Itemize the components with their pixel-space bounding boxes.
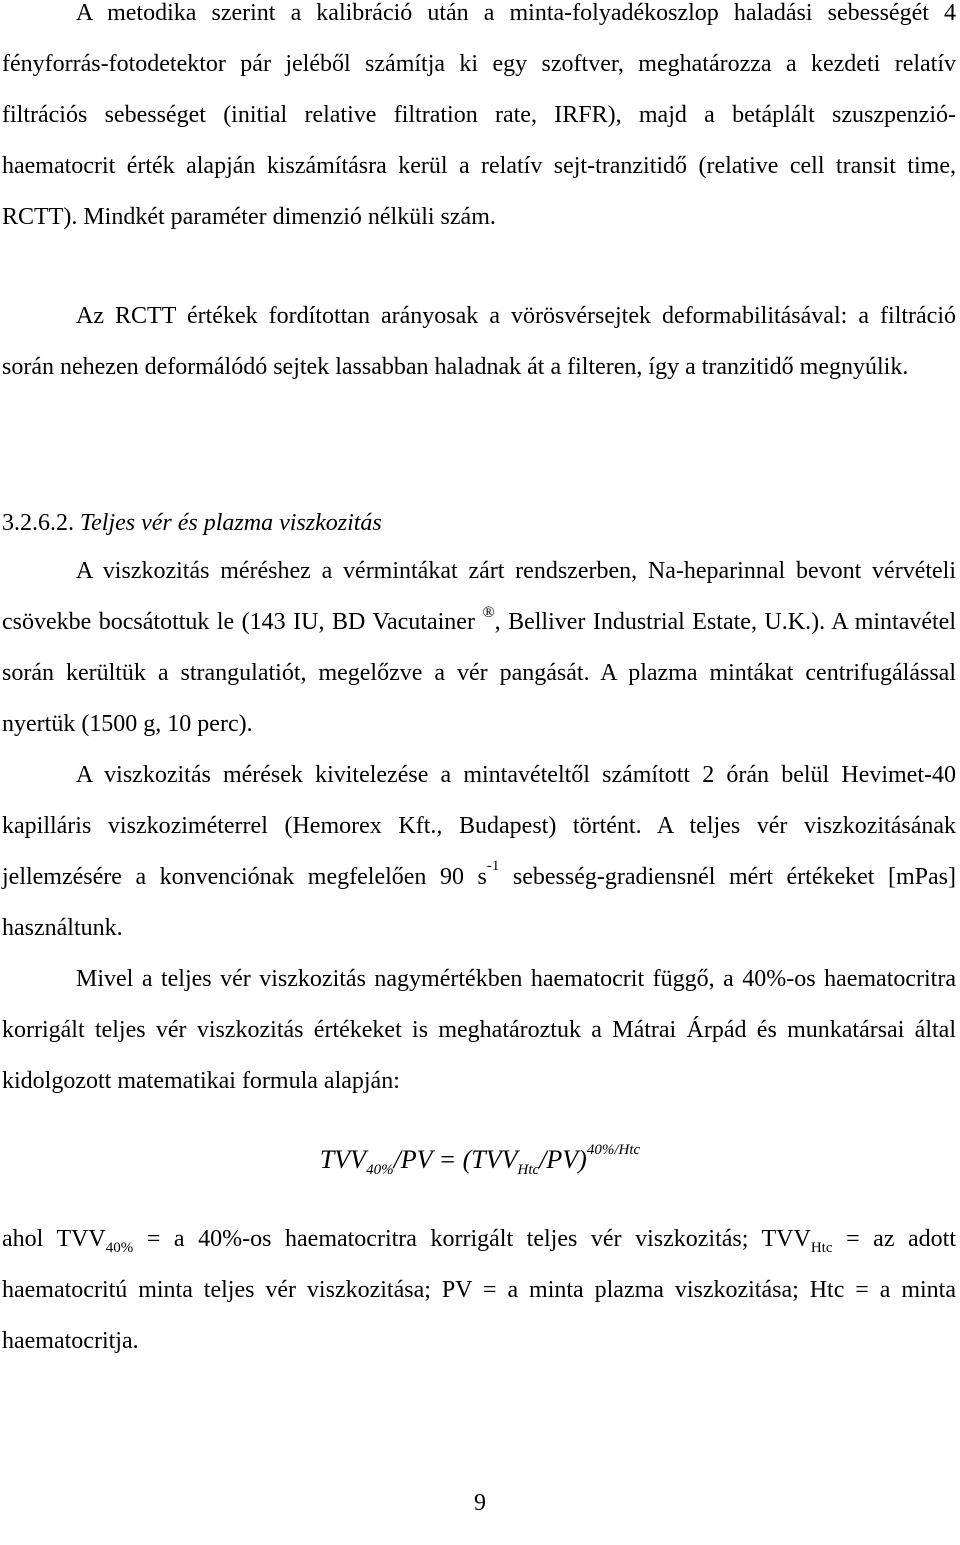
registered-mark: ® [482,604,495,621]
p4-part1: A viszkozitás mérések kivitelezése a mintavételtől számított 2 órán belül Hevimet-40 kapilláris viszkoziméterrel (Hemorex Kft., Budapest) történt. A teljes vér viszkozitásának jellemzésére a konvenciónak megfelelően 90 s [2,762,956,890]
page-number: 9 [474,1490,486,1516]
p3-part2: , Belliver Industrial Estate, U.K.). A mintavétel során kerültük a strangulatiót, megelőzve a vér pangását. A plazma mintákat centrifugálással nyertük (1500 g, 10 perc). [2,609,957,737]
section-title: Teljes vér és plazma viszkozitás [80,510,382,536]
p3-part1: A viszkozitás méréshez a vérmintákat zárt rendszerben, Na-heparinnal bevont vérvételi csövekbe bocsátottuk le (143 IU, BD Vacutainer [2,558,956,635]
formula-c-sup: 40%/Htc [586,1142,641,1158]
p6-t2: = a 40%-os haematocritra korrigált teljes vér viszkozitás; TVV [133,1226,811,1252]
paragraph-viscosity-measurement [2,750,956,954]
formula-b-sub: Htc [517,1162,540,1178]
p4-superscript: -1 [486,858,500,874]
formula [0,1134,960,1185]
paragraph-methodology: A metodika szerint a kalibráció után a minta-folyadékoszlop haladási sebességét 4 fényforrás-fotodetektor pár jeléből számítja ki egy szoftver, meghatározza a kezdeti relatív filtrációs sebességet (initial relative filtration rate, IRFR), majd a betáplált szuszpenzió-haematocrit érték alapján kiszámításra kerül a relatív sejt-tranzitidő (relative cell transit time, RCTT). Mindkét paraméter dimenzió nélküli szám. [2,0,956,230]
paragraph-rctt: Az RCTT értékek fordítottan arányosak a vörösvérsejtek deformabilitásával: a filtráció során nehezen deformálódó sejtek lassabban haladnak át a filteren, így a tranzitidő megnyúlik. [2,303,956,380]
formula-c: /PV) [539,1145,587,1174]
paragraph-viscosity-sampling [2,546,956,750]
formula-b: /PV = (TVV [393,1145,518,1174]
section-number: 3.2.6.2. [2,510,74,536]
p6-t1: ahol TVV [2,1226,106,1252]
formula-a-sub: 40% [366,1162,394,1178]
paragraph-correction: Mivel a teljes vér viszkozitás nagymértékben haematocrit függő, a 40%-os haematocritra korrigált teljes vér viszkozitás értékeket is meghatároztuk a Mátrai Árpád és munkatársai által kidolgozott matematikai formula alapján: [2,966,956,1094]
p6-s1: 40% [105,1240,134,1256]
p6-s2: Htc [810,1240,833,1256]
formula-a: TVV [319,1145,367,1174]
p4-part2: sebesség-gradiensnél mért értékeket [mPas] használtunk. [2,864,957,941]
paragraph-definitions [2,1214,956,1367]
p6-t3: = az adott haematocritú minta teljes vér viszkozitása; PV = a minta plazma viszkozitása; Htc = a minta haematocritja. [2,1226,957,1354]
section-heading [2,498,382,549]
